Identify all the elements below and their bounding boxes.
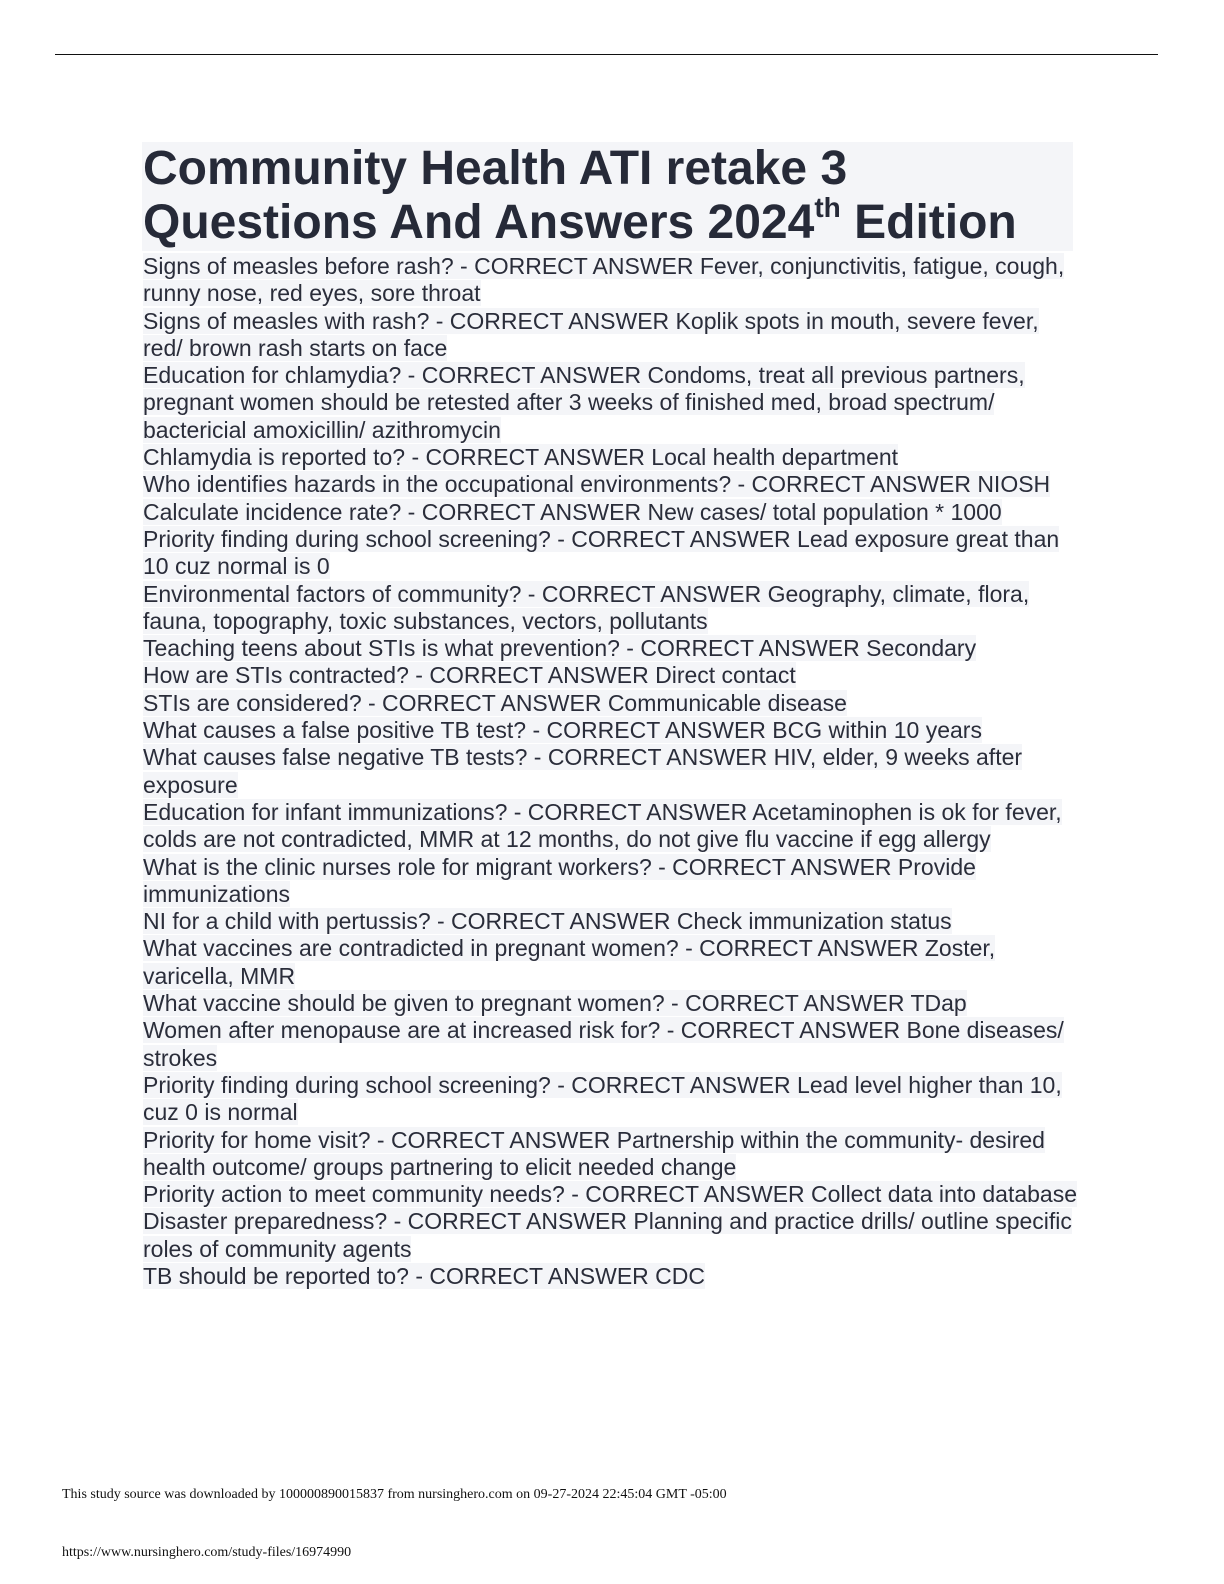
title-line-2 — [142, 192, 1073, 250]
qa-item: Environmental factors of community? - CORRECT ANSWER Geography, climate, flora, fauna, topography, toxic substances, vectors, pollutants — [143, 580, 1030, 634]
qa-item: What causes a false positive TB test? - CORRECT ANSWER BCG within 10 years — [143, 717, 982, 744]
qa-item: What causes false negative TB tests? - CORRECT ANSWER HIV, elder, 9 weeks after exposure — [143, 744, 1023, 798]
qa-item: Calculate incidence rate? - CORRECT ANSWER New cases/ total population * 1000 — [143, 498, 1002, 525]
header-rule — [55, 54, 1158, 55]
title-superscript: th — [814, 192, 841, 223]
qa-item: Education for infant immunizations? - CORRECT ANSWER Acetaminophen is ok for fever, colds are not contradicted, MMR at 12 months, do not give flu vaccine if egg allergy — [143, 798, 1062, 853]
title-line-2-end: Edition — [840, 196, 1017, 249]
qa-item: Chlamydia is reported to? - CORRECT ANSWER Local health department — [143, 444, 899, 471]
document-title — [142, 142, 1073, 251]
download-source-note: This study source was downloaded by 100000890015837 from nursinghero.com on 09-27-2024 22:45:04 GMT -05:00 — [62, 1487, 727, 1502]
qa-item: Priority finding during school screening? - CORRECT ANSWER Lead level higher than 10, cuz 0 is normal — [143, 1071, 1062, 1126]
qa-item: Disaster preparedness? - CORRECT ANSWER Planning and practice drills/ outline specific roles of community agents — [143, 1208, 1072, 1262]
qa-item: Who identifies hazards in the occupational environments? - CORRECT ANSWER NIOSH — [143, 471, 1051, 498]
qa-item: STIs are considered? - CORRECT ANSWER Communicable disease — [143, 689, 847, 716]
qa-item: Priority finding during school screening? - CORRECT ANSWER Lead exposure great than 10 cuz normal is 0 — [143, 525, 1060, 580]
qa-list — [143, 253, 1083, 1290]
qa-item: What vaccine should be given to pregnant women? - CORRECT ANSWER TDap — [143, 990, 967, 1017]
qa-item: What is the clinic nurses role for migrant workers? - CORRECT ANSWER Provide immunizations — [143, 853, 976, 907]
title-line-2-main: Questions And Answers 2024 — [143, 196, 815, 249]
qa-item: Education for chlamydia? - CORRECT ANSWER Condoms, treat all previous partners, pregnant women should be retested after 3 weeks of finished med, broad spectrum/ bactericial amoxicillin/ azithromycin — [143, 362, 1025, 443]
qa-item: Signs of measles with rash? - CORRECT ANSWER Koplik spots in mouth, severe fever, red/ brown rash starts on face — [143, 307, 1039, 361]
qa-item: Priority action to meet community needs? - CORRECT ANSWER Collect data into database — [143, 1181, 1078, 1208]
qa-item: Priority for home visit? - CORRECT ANSWER Partnership within the community- desired health outcome/ groups partnering to elicit needed change — [143, 1126, 1045, 1180]
qa-item: What vaccines are contradicted in pregnant women? - CORRECT ANSWER Zoster, varicella, MMR — [143, 935, 996, 989]
qa-item: Teaching teens about STIs is what prevention? - CORRECT ANSWER Secondary — [143, 635, 977, 662]
qa-item: Signs of measles before rash? - CORRECT ANSWER Fever, conjunctivitis, fatigue, cough, runny nose, red eyes, sore throat — [143, 253, 1065, 307]
source-url: https://www.nursinghero.com/study-files/16974990 — [62, 1545, 352, 1560]
qa-item: NI for a child with pertussis? - CORRECT ANSWER Check immunization status — [143, 908, 952, 935]
qa-item: Women after menopause are at increased risk for? - CORRECT ANSWER Bone diseases/ strokes — [143, 1017, 1064, 1071]
qa-item: TB should be reported to? - CORRECT ANSWER CDC — [143, 1262, 705, 1289]
qa-item: How are STIs contracted? - CORRECT ANSWER Direct contact — [143, 662, 796, 689]
title-line-1: Community Health ATI retake 3 — [143, 142, 848, 195]
